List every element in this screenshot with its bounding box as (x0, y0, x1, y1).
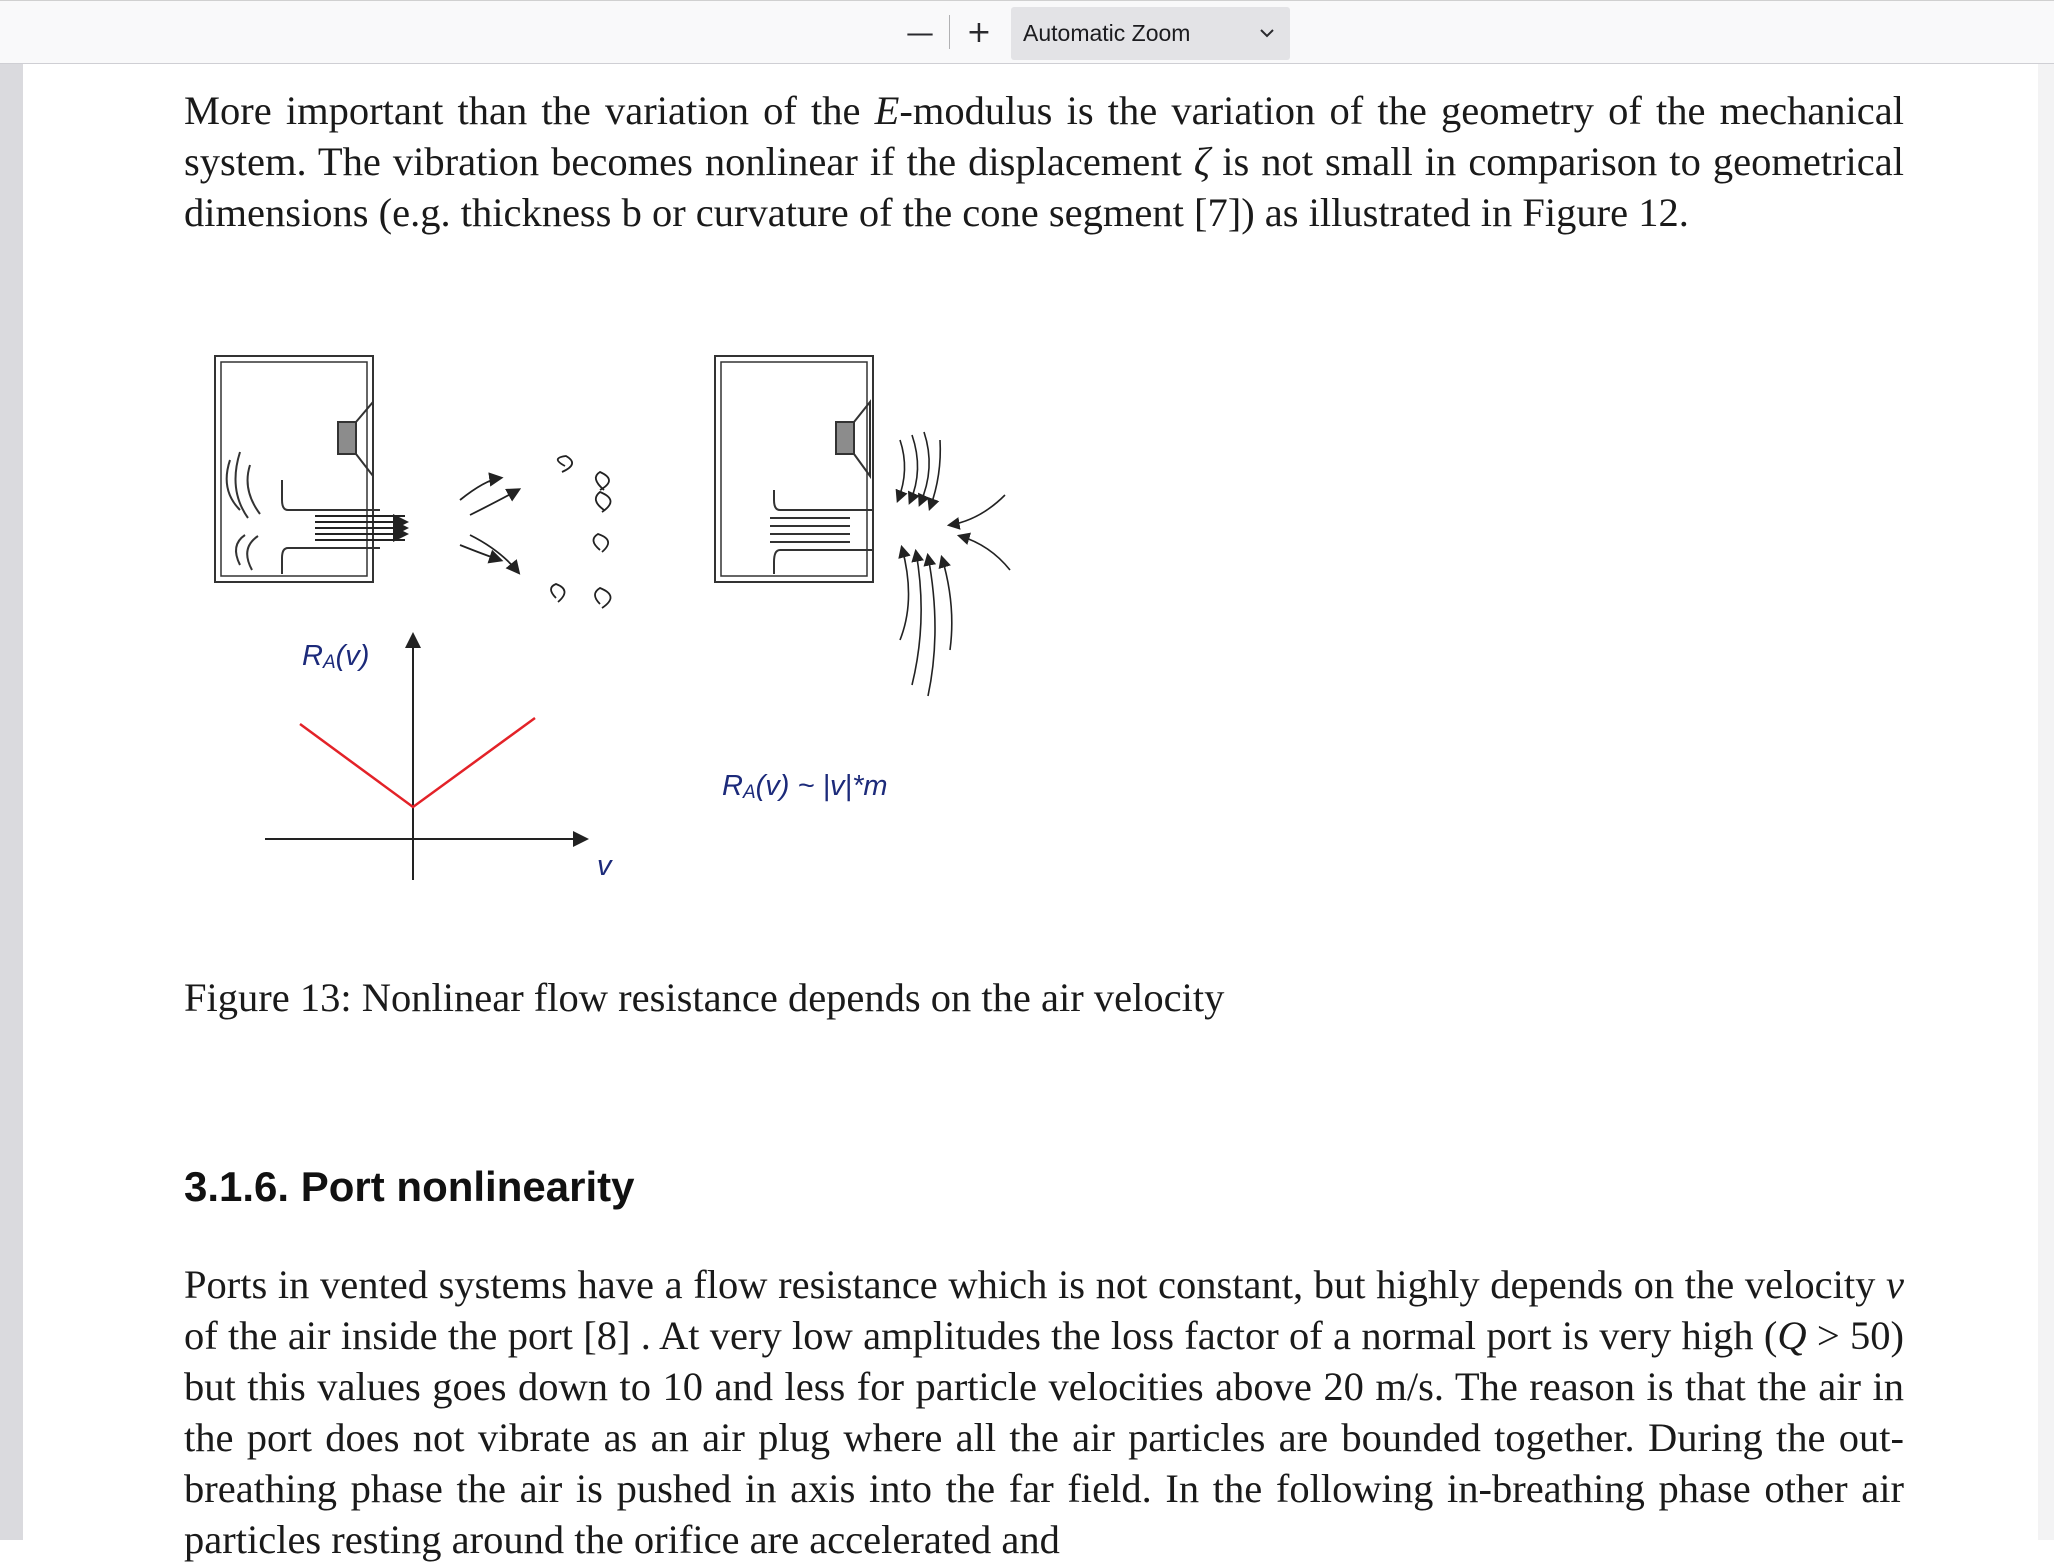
pdf-toolbar (0, 0, 2054, 64)
chevron-down-icon (1259, 27, 1275, 39)
zoom-select[interactable] (1011, 7, 1290, 60)
resistance-curve (300, 718, 535, 807)
figure-13 (200, 340, 1040, 900)
toolbar-separator (949, 15, 950, 49)
cabinet-right (715, 356, 873, 582)
port-flow-diagram (200, 340, 1040, 900)
label-ra-formula: $R_A(v)$ ~ |v|*m (722, 770, 888, 803)
section-heading: 3.1.6. Port nonlinearity (184, 1163, 635, 1210)
zoom-in-button[interactable]: + (966, 15, 992, 50)
zoom-select-value: Automatic Zoom (1023, 20, 1191, 46)
paragraph-port: Ports in vented systems have a flow resistance which is not constant, but highly depends on the velocity v of the air inside the port [8] . At very low amplitudes the loss factor of a normal port is very high (Q > 50) but this values goes down to 10 and less for particle velocities above 20 m/s. The reason is that the air in the port does not vibrate as an air plug where all the air particles are bounded together. During the out-breathing phase the air is pushed in axis into the far field. In the following in-breathing phase other air particles resting around the orifice are accelerated and (184, 1262, 1905, 1562)
sidebar-gutter (0, 64, 23, 1540)
inflow-arrows (898, 432, 1010, 696)
vortex-arrows (460, 456, 611, 608)
scrollbar-track[interactable] (2038, 64, 2054, 1540)
label-ra-axis: $R_A(v)$ (302, 640, 370, 673)
paragraph-intro: More important than the variation of the E-modulus is the variation of the geometry of the mechanical system. The vibration becomes nonlinear if the displacement ζ is not small in comparison to geometrical dimensions (e.g. thickness b or curvature of the cone segment [7]) as illustrated in Figure 12. (184, 88, 1905, 235)
cabinet-left (215, 356, 380, 582)
jet-lines (315, 516, 405, 540)
figure-caption: Figure 13: Nonlinear flow resistance depends on the air velocity (184, 975, 1225, 1020)
label-v-axis: v (597, 850, 612, 882)
zoom-out-button[interactable]: — (906, 16, 934, 49)
